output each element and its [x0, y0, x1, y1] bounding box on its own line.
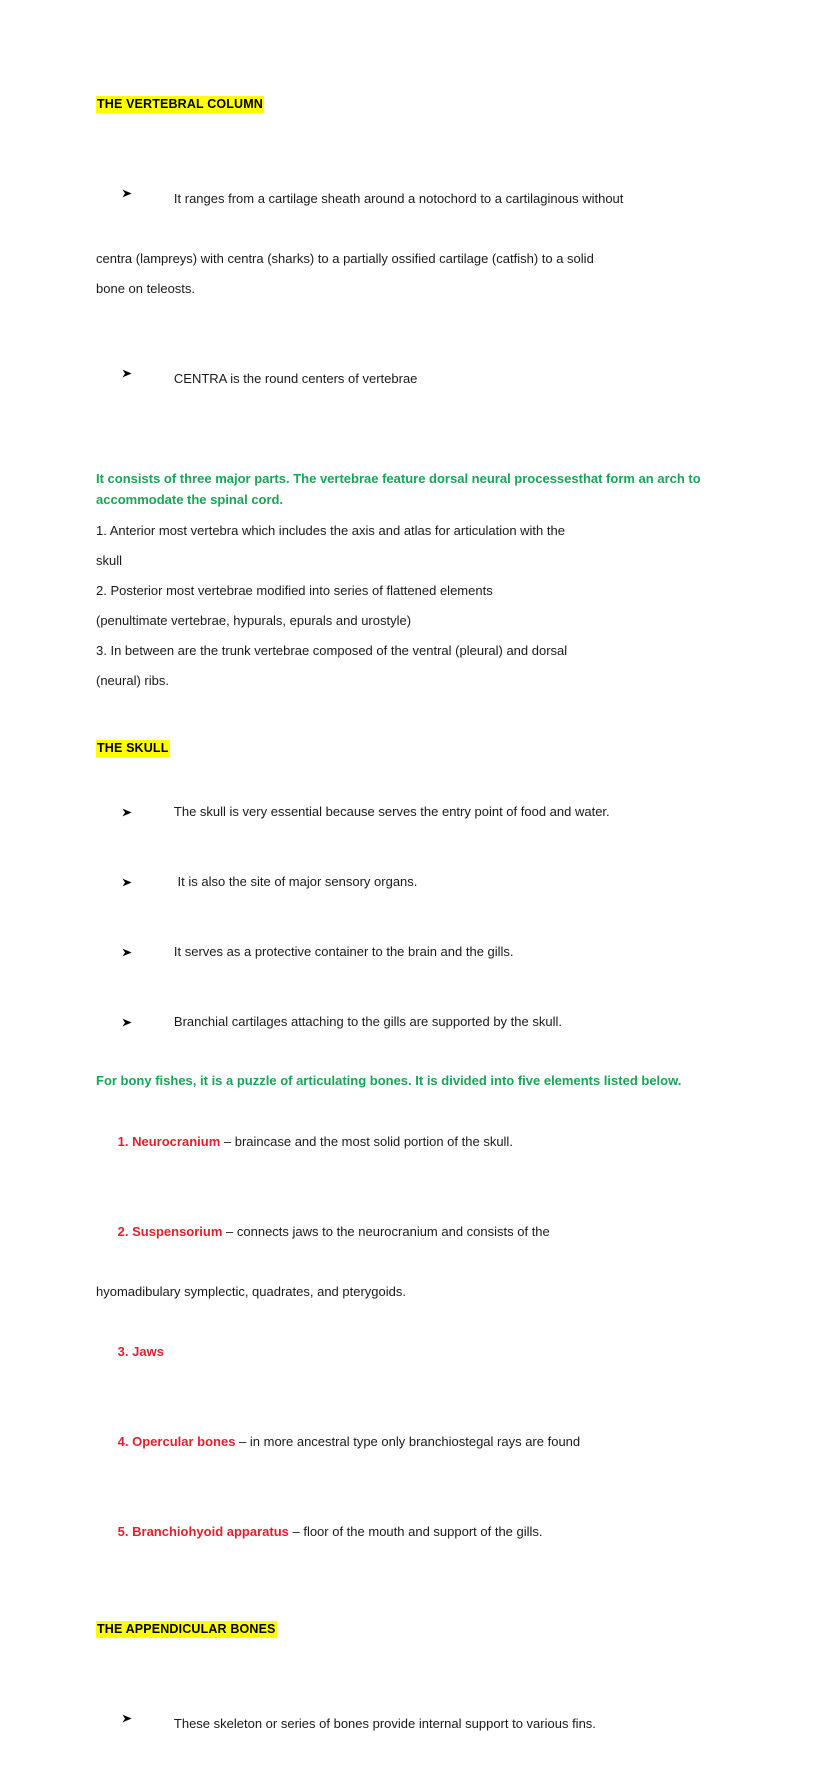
list-item: [96, 978, 736, 1048]
spacer: [96, 1577, 736, 1621]
list-item-label: It serves as a protective container to the brain and the gills.: [173, 944, 514, 959]
document-content: [96, 96, 736, 1769]
list-item: [96, 838, 736, 908]
skull-element-5: [96, 1487, 736, 1577]
vertebral-column-bullet-list-1: [96, 124, 736, 244]
vertebral-column-point-1: 1. Anterior most vertebra which includes the axis and atlas for articulation with the: [96, 523, 565, 538]
skull-element-term: 2. Suspensorium: [117, 1224, 223, 1239]
skull-element-term: 4. Opercular bones: [117, 1434, 236, 1449]
skull-element-2: [96, 1187, 736, 1277]
spacer: [96, 696, 736, 740]
skull-element-description: – floor of the mouth and support of the gills.: [288, 1524, 543, 1539]
section-heading-vertebral-column: [96, 96, 736, 112]
list-item: [96, 1649, 736, 1769]
vertebral-column-point-1-cont: skull: [96, 553, 123, 568]
heading-text: THE APPENDICULAR BONES: [97, 1622, 276, 1636]
list-item: [96, 304, 736, 424]
skull-element-4: [96, 1397, 736, 1487]
appendicular-bones-bullet-list: [96, 1649, 736, 1769]
vertebral-column-point-2: 2. Posterior most vertebrae modified into series of flattened elements: [96, 583, 493, 598]
vertebral-column-point-2-cont: (penultimate vertebrae, hypurals, epurals and urostyle): [96, 613, 412, 628]
vertebral-column-continuation-line-2: bone on teleosts.: [96, 281, 196, 296]
vertebral-column-green-statement: It consists of three major parts. The vertebrae feature dorsal neural processesthat form an arch to accommodate the spinal cord.: [96, 471, 705, 507]
spacer: [96, 1637, 736, 1649]
vertebral-column-point-3: 3. In between are the trunk vertebrae composed of the ventral (pleural) and dorsal: [96, 643, 568, 658]
vertebral-column-point-3-cont: (neural) ribs.: [96, 673, 169, 688]
heading-text: THE VERTEBRAL COLUMN: [97, 97, 263, 111]
skull-element-3: [96, 1307, 736, 1397]
list-item-label: The skull is very essential because serves the entry point of food and water.: [173, 804, 610, 819]
arrow-bullet-icon: [122, 978, 135, 1062]
section-heading-appendicular-bones: [96, 1621, 736, 1637]
skull-element-2-cont: hyomadibulary symplectic, quadrates, and pterygoids.: [96, 1284, 406, 1299]
skull-bullet-list: [96, 768, 736, 1048]
list-item: [96, 124, 736, 244]
spacer: [96, 424, 736, 468]
skull-element-term: 1. Neurocranium: [117, 1134, 221, 1149]
spacer: [96, 756, 736, 768]
section-heading-skull: [96, 740, 736, 756]
list-item-label: CENTRA is the round centers of vertebrae: [173, 371, 418, 386]
list-item: [96, 908, 736, 978]
arrow-bullet-icon: [122, 124, 135, 258]
heading-text: THE SKULL: [97, 741, 169, 755]
list-item-label: These skeleton or series of bones provide internal support to various fins.: [173, 1716, 596, 1731]
vertebral-column-bullet-list-2: [96, 304, 736, 424]
list-item-label: It is also the site of major sensory organs.: [173, 874, 418, 889]
vertebral-column-continuation-line-1: centra (lampreys) with centra (sharks) to a partially ossified cartilage (catfish) to a solid: [96, 251, 594, 266]
arrow-bullet-icon: [122, 304, 135, 438]
spacer: [96, 1048, 736, 1070]
list-item-label: Branchial cartilages attaching to the gills are supported by the skull.: [173, 1014, 562, 1029]
skull-element-term: 5. Branchiohyoid apparatus: [117, 1524, 289, 1539]
skull-green-statement: For bony fishes, it is a puzzle of articulating bones. It is divided into five elements listed below.: [96, 1073, 682, 1088]
arrow-bullet-icon: [122, 1649, 135, 1783]
skull-element-description: – braincase and the most solid portion of the skull.: [220, 1134, 513, 1149]
spacer: [96, 112, 736, 124]
skull-element-description: – connects jaws to the neurocranium and consists of the: [222, 1224, 550, 1239]
list-item-label: It ranges from a cartilage sheath around a notochord to a cartilaginous without: [173, 191, 624, 206]
skull-element-term: 3. Jaws: [117, 1344, 164, 1359]
skull-element-1: [96, 1097, 736, 1187]
skull-element-description: – in more ancestral type only branchiostegal rays are found: [235, 1434, 581, 1449]
list-item: [96, 768, 736, 838]
